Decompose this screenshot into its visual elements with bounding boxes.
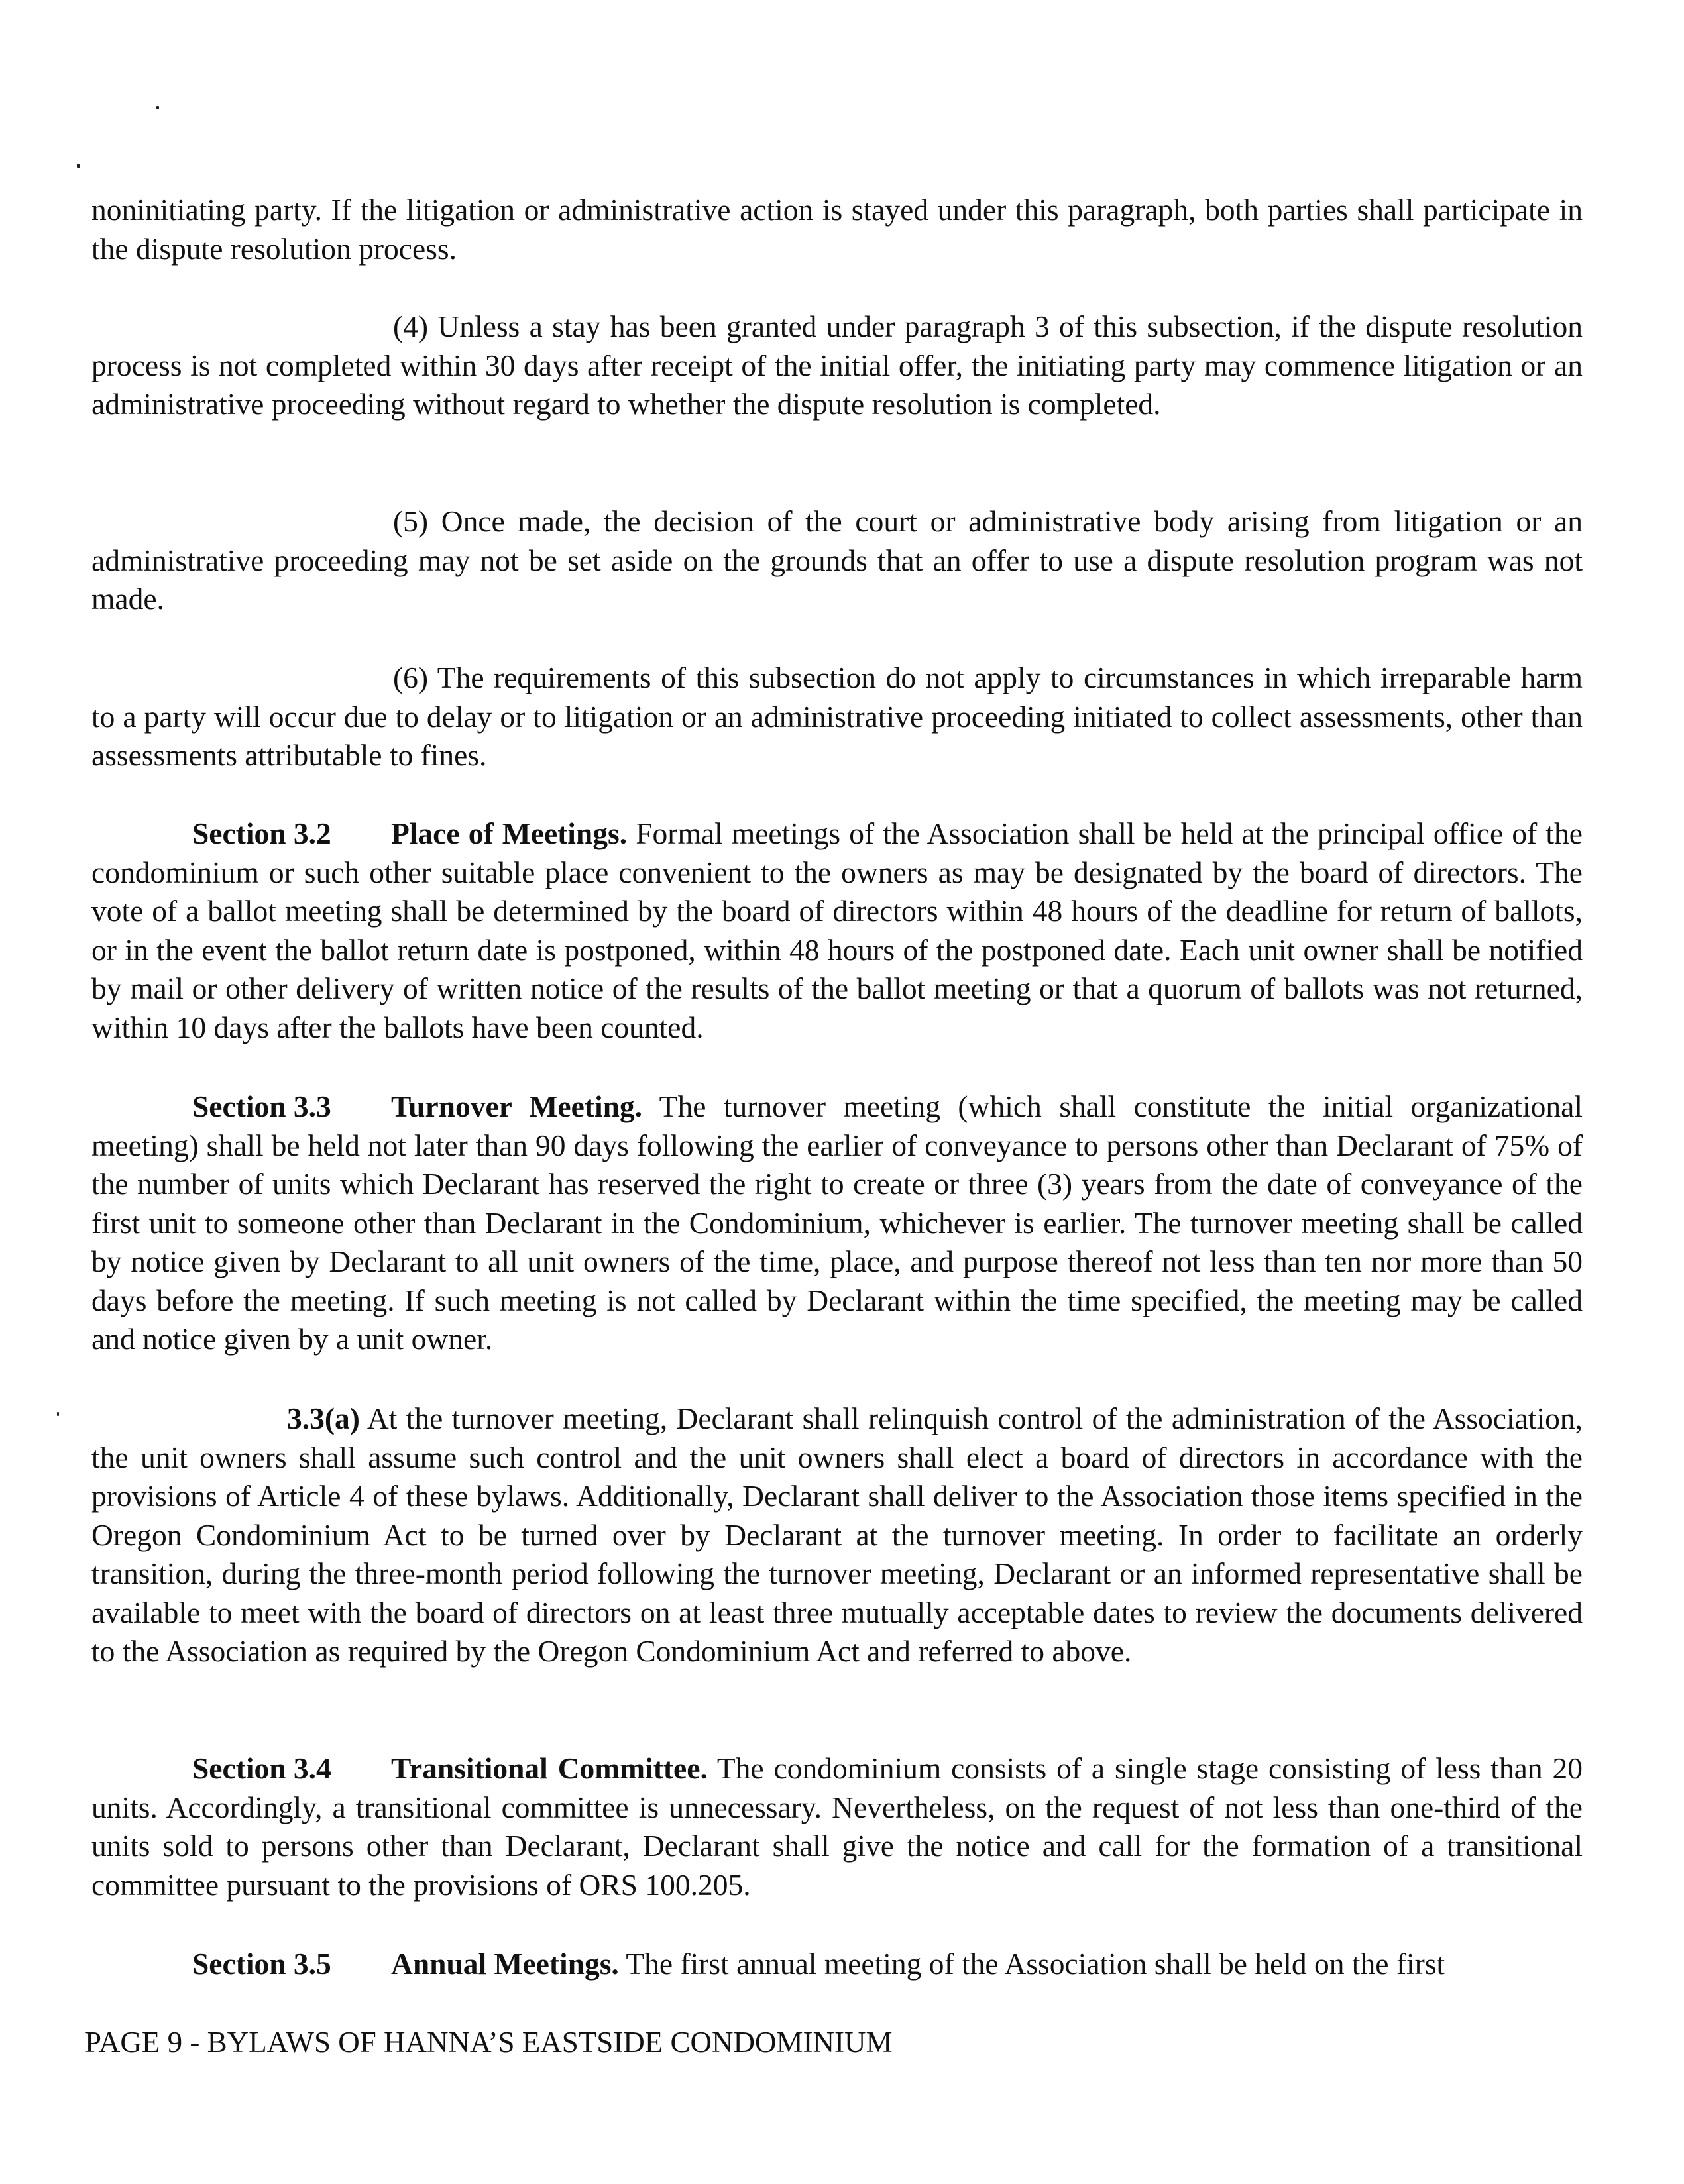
section-3-3a xyxy=(91,1399,1583,1671)
section-number: Section 3.5 xyxy=(192,1947,331,1981)
section-title: Place of Meetings. xyxy=(391,816,628,850)
section-title: Transitional Committee. xyxy=(391,1751,708,1785)
section-3-3 xyxy=(91,1087,1583,1359)
scan-speck xyxy=(57,1412,59,1416)
scan-speck xyxy=(77,164,80,168)
subsection-body: At the turnover meeting, Declarant shall relinquish control of the administration of the Association, the unit owners shall assume such control and the unit owners shall elect a board of directors in accordance with the provisions of Article 4 of these bylaws. Additionally, Declarant shall deliver to the Association those items specified in the Oregon Condominium Act to be turned over by Declarant at the turnover meeting. In order to facilitate an orderly transition, during the three-month period following the turnover meeting, Declarant or an informed representative shall be available to meet with the board of directors on at least three mutually acceptable dates to review the documents delivered to the Association as required by the Oregon Condominium Act and referred to above. xyxy=(91,1401,1583,1668)
section-title: Turnover Meeting. xyxy=(391,1089,643,1123)
section-title: Annual Meetings. xyxy=(391,1947,619,1981)
scan-speck xyxy=(156,106,159,109)
page-footer: PAGE 9 - BYLAWS OF HANNA’S EASTSIDE CONDOMINIUM xyxy=(85,2026,893,2059)
section-number: Section 3.4 xyxy=(192,1751,331,1785)
paragraph-item-4: (4) Unless a stay has been granted under paragraph 3 of this subsection, if the dispute resolution process is not completed within 30 days after receipt of the initial offer, the initiating party may commence litigation or an administrative proceeding without regard to whether the dispute resolution is completed. xyxy=(91,309,1583,421)
paragraph-continuation: noninitiating party. If the litigation or administrative action is stayed under this paragraph, both parties shall participate in the dispute resolution process. xyxy=(91,193,1583,266)
subsection-number: 3.3(a) xyxy=(287,1401,360,1435)
section-3-2 xyxy=(91,814,1583,1047)
section-body: The first annual meeting of the Association shall be held on the first xyxy=(626,1947,1445,1981)
section-body: The turnover meeting (which shall constitute the initial organizational meeting) shall be held not later than 90 days following the earlier of conveyance to persons other than Declarant of 75% of the number of units which Declarant has reserved the right to create or three (3) years from the date of conveyance of the first unit to someone other than Declarant in the Condominium, whichever is earlier. The turnover meeting shall be called by notice given by Declarant to all unit owners of the time, place, and purpose thereof not less than ten nor more than 50 days before the meeting. If such meeting is not called by Declarant within the time specified, the meeting may be called and notice given by a unit owner. xyxy=(91,1089,1583,1356)
section-body: Formal meetings of the Association shall be held at the principal office of the condominium or such other suitable place convenient to the owners as may be designated by the board of directors. The vote of a ballot meeting shall be determined by the board of directors within 48 hours of the deadline for return of ballots, or in the event the ballot return date is postponed, within 48 hours of the postponed date. Each unit owner shall be notified by mail or other delivery of written notice of the results of the ballot meeting or that a quorum of ballots was not returned, within 10 days after the ballots have been counted. xyxy=(91,816,1583,1044)
section-3-5 xyxy=(91,1945,1583,1984)
section-number: Section 3.3 xyxy=(192,1089,331,1123)
section-number: Section 3.2 xyxy=(192,816,331,850)
section-3-4 xyxy=(91,1749,1583,1904)
paragraph-item-5: (5) Once made, the decision of the court or administrative body arising from litigation or an administrative proceeding may not be set aside on the grounds that an offer to use a dispute resolution program was not made. xyxy=(91,504,1583,616)
paragraph-item-6: (6) The requirements of this subsection do not apply to circumstances in which irreparable harm to a party will occur due to delay or to litigation or an administrative proceeding initiated to collect assessments, other than assessments attributable to fines. xyxy=(91,661,1583,772)
section-body: The condominium consists of a single stage consisting of less than 20 units. Accordingly, a transitional committee is unnecessary. Nevertheless, on the request of not less than one-third of the units sold to persons other than Declarant, Declarant shall give the notice and call for the formation of a transitional committee pursuant to the provisions of ORS 100.205. xyxy=(91,1751,1583,1902)
